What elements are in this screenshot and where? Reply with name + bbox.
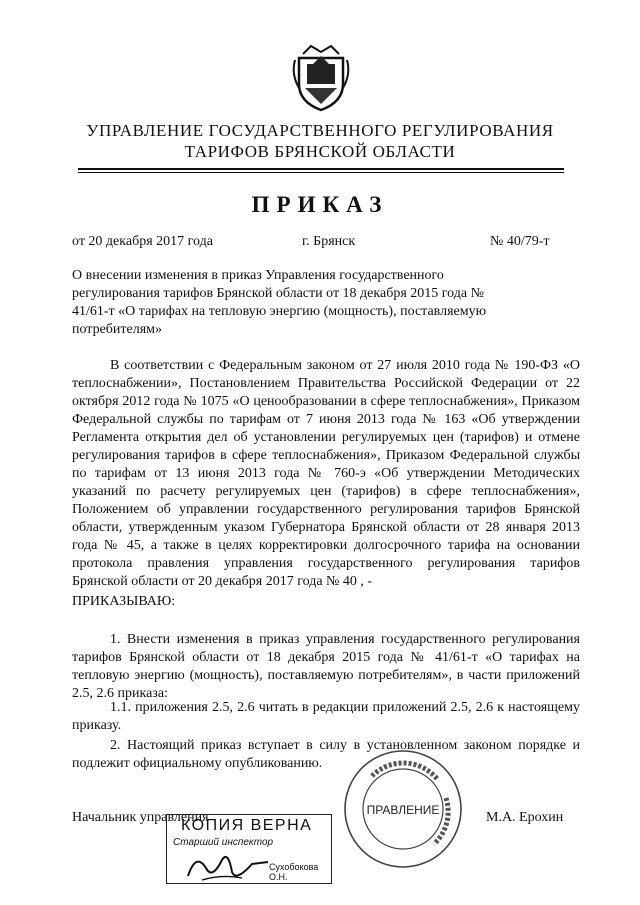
header-rule <box>78 168 564 170</box>
document-subject: О внесении изменения в приказ Управления государственного регулирования тарифов Брянской области от 18 декабря 2015 года № 41/61-т «О тарифах на тепловую энергию (мощность), поставляемую потребителям» <box>72 268 487 337</box>
signatory-role: Начальник управления <box>72 810 209 825</box>
copy-stamp-name: Сухобокова О.Н. <box>269 862 319 882</box>
round-seal-stamp <box>342 748 464 870</box>
document-city: г. Брянск <box>302 234 356 249</box>
document-number: № 40/79-т <box>490 234 550 249</box>
org-name-line1: УПРАВЛЕНИЕ ГОСУДАРСТВЕННОГО РЕГУЛИРОВАНИЯ <box>86 121 554 140</box>
signatory-name: М.А. Ерохин <box>486 810 564 825</box>
order-item-1-1: 1.1. приложения 2.5, 2.6 читать в редакции приложений 2.5, 2.6 к настоящему приказу. <box>72 700 580 733</box>
copy-stamp-role: Старший инспектор <box>173 837 274 848</box>
coat-of-arms-icon <box>291 44 351 112</box>
document-title: ПРИКАЗ <box>251 192 389 217</box>
org-name-line2: ТАРИФОВ БРЯНСКОЙ ОБЛАСТИ <box>184 142 456 161</box>
preamble-paragraph: В соответствии с Федеральным законом от 27 июля 2010 года № 190-ФЗ «О теплоснабжении», Постановлением Правительства Российской Федерации от 22 октября 2012 года № 1075 «О ценообразовании в сфере теплоснабжения», Приказом Федеральной службы по тарифам от 7 июня 2013 года № 163 «Об утверждении Регламента открытия дел об установлении регулируемых цен (тарифов) и отмене регулирования тарифов в сфере теплоснабжения», Приказом Федеральной службы по тарифам от 13 июня 2013 года № 760-э «Об утверждении Методических указаний по расчету регулируемых цен (тарифов) в сфере теплоснабжения», Положением об управлении государственного регулирования тарифов Брянской области, утвержденным указом Губернатора Брянской области от 28 января 2013 года № 45, а также в целях корректировки долгосрочного тарифа на основании протокола правления управления государственного регулирования тарифов Брянской области от 20 декабря 2017 года № 40 , - <box>72 358 580 589</box>
header-rule-thin <box>78 172 564 173</box>
round-stamp-text: ПРАВЛЕНИЕ <box>366 803 440 817</box>
document-date: от 20 декабря 2017 года <box>72 234 213 249</box>
order-item-2: 2. Настоящий приказ вступает в силу в установленном законом порядке и подлежит официальному опубликованию. <box>72 738 580 771</box>
handwritten-signature <box>182 846 272 886</box>
order-word: ПРИКАЗЫВАЮ: <box>72 594 176 609</box>
order-item-1: 1. Внести изменения в приказ управления государственного регулирования тарифов Брянской области от 18 декабря 2015 года № 41/61-т «О тарифах на тепловую энергию (мощность), поставляемую потребителям», в части приложений 2.5, 2.6 приказа: <box>72 632 580 701</box>
copy-stamp-title: КОПИЯ ВЕРНА <box>181 817 313 834</box>
